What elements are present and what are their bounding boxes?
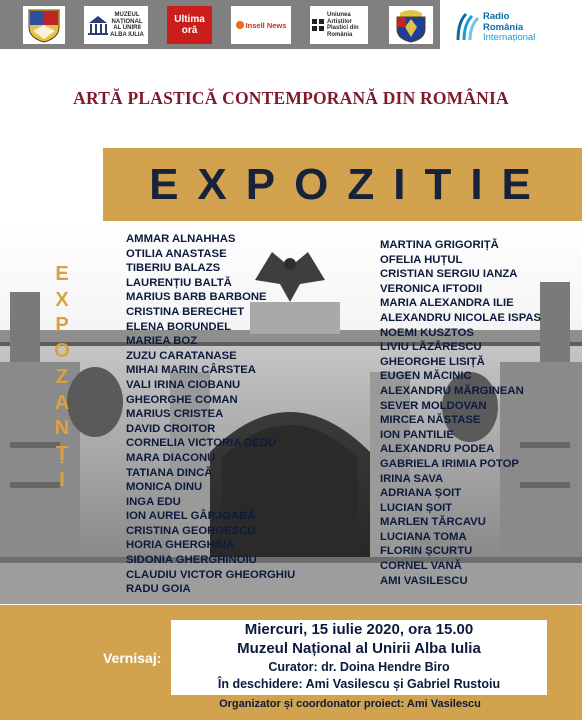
event-date-time: Miercuri, 15 iulie 2020, ora 15.00 <box>244 621 474 638</box>
artist-name: GHEORGHE COMAN <box>126 393 238 406</box>
artist-name: GHEORGHE LISIȚĂ <box>380 355 485 368</box>
artist-name: AMMAR ALNAHHAS <box>126 233 236 245</box>
vernisaj-label: Vernisaj: <box>103 650 162 666</box>
artist-name: CRISTINA GEORGESCU <box>126 524 256 537</box>
uap-symbol-icon <box>311 18 325 32</box>
artist-name: MARIA ALEXANDRA ILIE <box>380 297 514 310</box>
artist-name: NOEMI KUSZTOS <box>380 326 474 339</box>
artist-name: MARTINA GRIGORIȚĂ <box>380 239 499 251</box>
artist-name: MARLEN TĂRCAVU <box>380 516 486 529</box>
artist-name: LIVIU LĂZĂRESCU <box>380 341 482 354</box>
artist-name: CRISTINA BERECHET <box>126 305 245 318</box>
artist-name: GABRIELA IRIMIA POTOP <box>380 457 519 470</box>
artists-list-left <box>126 232 295 597</box>
artist-name: CORNELIA VICTORIA DEDU <box>126 437 277 450</box>
artist-name: ALEXANDRU MĂRGINEAN <box>380 384 524 397</box>
coat-of-arms-alba-county-icon <box>389 6 433 44</box>
event-opening: În deschidere: Ami Vasilescu și Gabriel Rustoiu <box>217 677 501 691</box>
muzeul-national-al-unirii-logo: MUZEUL NAȚIONAL AL UNIRII ALBA IULIA <box>84 6 148 44</box>
artist-name: TIBERIU BALAZS <box>126 262 221 275</box>
artist-name: HORIA GHERGHINA <box>126 539 235 552</box>
artist-name: MARIUS BARB BARBONE <box>126 291 267 304</box>
artist-name: ALEXANDRU NICOLAE ISPAS <box>380 311 542 324</box>
artist-name: ELENA BORUNDEL <box>126 320 232 333</box>
artist-name: INGA EDU <box>126 495 181 508</box>
event-curator: Curator: dr. Doina Hendre Biro <box>268 660 450 674</box>
rri-line-1: Radio <box>483 11 510 22</box>
artist-name: TATIANA DINCĂ <box>126 466 213 479</box>
artist-name: FLORIN ȘCURTU <box>380 545 473 558</box>
artist-name: VALI IRINA CIOBANU <box>126 378 241 391</box>
artist-name: SEVER MOLDOVAN <box>380 399 487 412</box>
radio-romania-international-logo <box>455 12 575 44</box>
exhibition-headline: ARTĂ PLASTICĂ CONTEMPORANĂ DIN ROMÂNIA <box>73 88 509 108</box>
rri-line-3: Internațional <box>483 32 536 43</box>
organizer-credit: Organizator și coordonator proiect: Ami Vasilescu <box>219 698 481 710</box>
artist-name: CLAUDIU VICTOR GHEORGHIU <box>126 568 296 581</box>
banner-title: EXPOZITIE <box>149 160 550 209</box>
uniunea-artistilor-plastici-logo: Uniunea Artiștilor Plastici din România <box>310 6 368 44</box>
artist-name: LAURENȚIU BALTĂ <box>126 276 232 289</box>
artist-name: MIHAI MARIN CÂRSTEA <box>126 364 256 377</box>
artist-name: IRINA SAVA <box>380 472 444 485</box>
artist-name: MARIUS CRISTEA <box>126 408 224 421</box>
artist-name: ION AUREL GÂRJOABĂ <box>126 510 256 523</box>
rri-wave-icon <box>455 12 481 42</box>
artist-name: ZUZU CARATANASE <box>126 349 237 362</box>
insell-dot-icon <box>236 21 244 29</box>
sponsor-logo-strip <box>0 0 440 49</box>
ultima-ora-logo: Ultima oră <box>167 6 212 44</box>
event-info-box <box>171 620 547 695</box>
artists-list-right <box>380 238 541 588</box>
artist-name: CORNEL VANĂ <box>380 560 462 573</box>
artist-name: MONICA DINU <box>126 481 203 494</box>
artist-name: DAVID CROITOR <box>126 422 216 435</box>
artist-name: SIDONIA GHERGHINOIU <box>126 554 257 567</box>
artist-name: ADRIANA ȘOIT <box>380 487 462 500</box>
artist-name: MARIEA BOZ <box>126 335 198 348</box>
artist-name: AMI VASILESCU <box>380 574 468 587</box>
rri-line-2: România <box>483 21 524 33</box>
artist-name: OTILIA ANASTASE <box>126 247 227 260</box>
coat-of-arms-alba-iulia-icon <box>23 6 65 44</box>
artist-name: MARA DIACONU <box>126 451 216 464</box>
artist-name: LUCIANA TOMA <box>380 530 467 543</box>
artist-name: RADU GOIA <box>126 583 191 596</box>
exhibitors-vertical-label: E X P O Z A N Ț I <box>54 263 70 491</box>
title-banner <box>103 148 582 221</box>
artist-name: EUGEN MĂCINIC <box>380 370 472 383</box>
artist-name: MIRCEA NĂSTASE <box>380 414 481 427</box>
artist-name: ALEXANDRU PODEA <box>380 443 495 456</box>
artist-name: OFELIA HUȚUL <box>380 253 463 266</box>
artist-name: ION PANTILIE <box>380 428 454 441</box>
artist-name: LUCIAN ȘOIT <box>380 501 453 514</box>
artist-name: VERONICA IFTODII <box>380 282 483 295</box>
artist-name: CRISTIAN SERGIU IANZA <box>380 268 518 281</box>
insell-news-logo: Insell News <box>231 6 291 44</box>
event-venue: Muzeul Național al Unirii Alba Iulia <box>237 640 481 657</box>
